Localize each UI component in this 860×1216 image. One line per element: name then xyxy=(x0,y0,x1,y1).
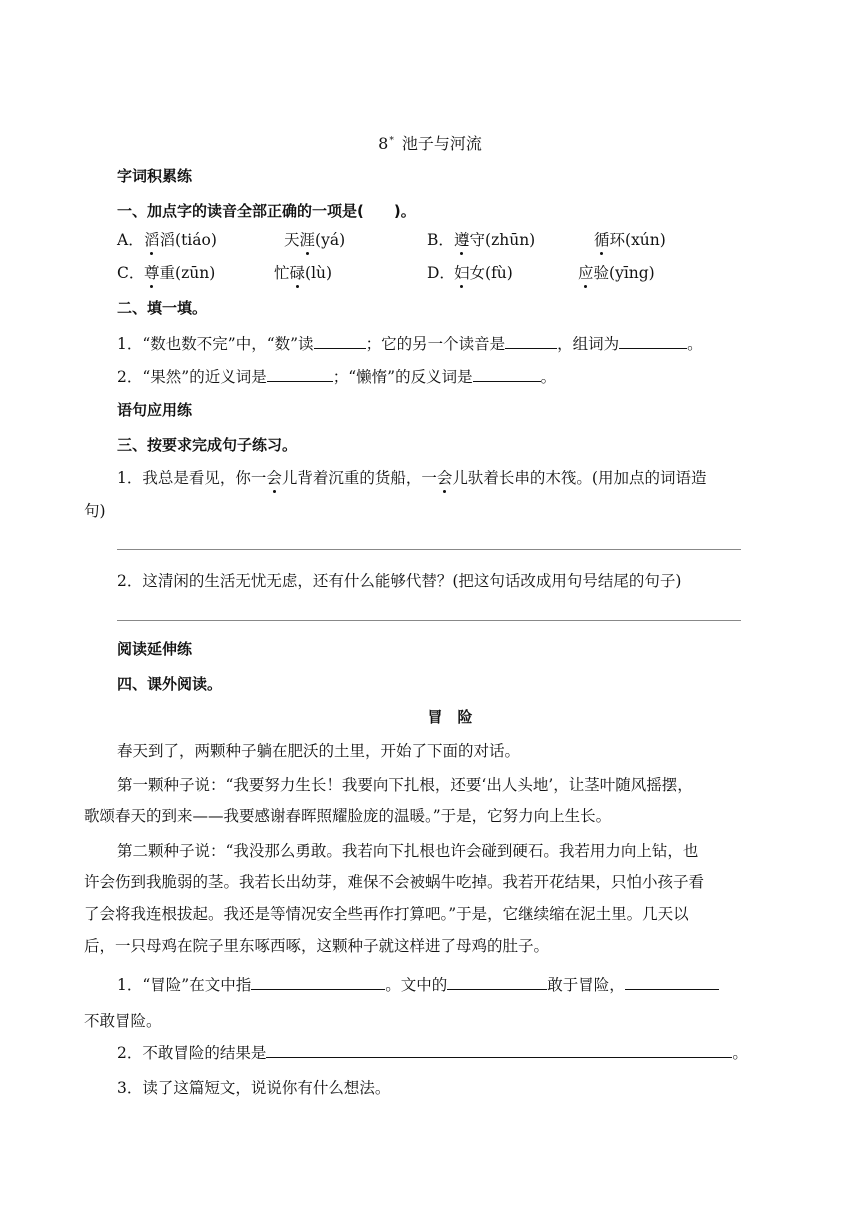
story-paragraph-2-line-1: 第一颗种子说：“我要努力生长！我要向下扎根，还要‘出人头地’，让茎叶随风摇摆， xyxy=(117,776,693,794)
options-row-2 xyxy=(117,263,817,283)
lesson-title: 池子与河流 xyxy=(401,134,482,153)
reading-question-1: 1．“冒险”在文中指 。文中的 敢于冒险， xyxy=(117,975,719,995)
option-b-word-1: 遵守(zhūn) xyxy=(454,231,536,249)
reading-question-2: 2．不敢冒险的结果是 。 xyxy=(117,1044,748,1062)
answer-blank[interactable] xyxy=(314,334,366,349)
option-c-word-1: 尊重(zūn) xyxy=(144,264,216,282)
answer-blank[interactable] xyxy=(447,975,547,990)
story-paragraph-3-line-4: 后，一只母鸡在院子里东啄西啄，这颗种子就这样进了母鸡的肚子。 xyxy=(84,937,550,955)
option-d-word-2: 应验(yīng) xyxy=(578,264,655,282)
answer-blank[interactable] xyxy=(251,975,385,990)
answer-blank[interactable] xyxy=(267,367,333,382)
dotted-word: 一会儿 xyxy=(250,469,298,487)
question-3-heading: 三、按要求完成句子练习。 xyxy=(117,436,298,454)
option-a-label: A． xyxy=(117,231,144,249)
sentence-item-1-cont: 句) xyxy=(84,502,106,520)
sentence-item-1: 1．我总是看见，你一会儿背着沉重的货船，一会儿驮着长串的木筏。(用加点的词语造 xyxy=(117,469,707,487)
question-1-heading: 一、加点字的读音全部正确的一项是( )。 xyxy=(117,202,416,220)
option-a-word-2: 天涯(yá) xyxy=(284,231,346,249)
option-c-word-2: 忙碌(lù) xyxy=(274,264,333,282)
option-c-label: C． xyxy=(117,264,145,282)
story-paragraph-1: 春天到了，两颗种子躺在肥沃的土里，开始了下面的对话。 xyxy=(117,742,521,760)
section-heading-sentences: 语句应用练 xyxy=(117,401,193,419)
lesson-number: 8 xyxy=(378,134,389,153)
question-4-heading: 四、课外阅读。 xyxy=(117,675,223,693)
answer-blank[interactable] xyxy=(619,334,687,349)
answer-blank[interactable] xyxy=(505,334,557,349)
reading-question-3: 3．读了这篇短文，说说你有什么想法。 xyxy=(117,1079,391,1097)
section-heading-vocab: 字词积累练 xyxy=(117,167,193,185)
question-2-heading: 二、填一填。 xyxy=(117,299,208,317)
answer-blank[interactable] xyxy=(473,367,541,382)
answer-line[interactable] xyxy=(117,549,741,550)
reading-question-1-cont: 不敢冒险。 xyxy=(84,1012,162,1030)
options-row-1 xyxy=(117,230,817,250)
answer-line[interactable] xyxy=(117,620,741,621)
story-paragraph-3-line-3: 了会将我连根拔起。我还是等情况安全些再作打算吧。”于是，它继续缩在泥土里。几天以 xyxy=(84,905,689,923)
sentence-item-2: 2．这清闲的生活无忧无虑，还有什么能够代替？(把这句话改成用句号结尾的句子) xyxy=(117,572,682,590)
fill-item-2: 2．“果然”的近义词是 ；“懒惰”的反义词是 。 xyxy=(117,368,557,386)
answer-blank[interactable] xyxy=(625,975,719,990)
option-a-word-1: 滔滔(tiáo) xyxy=(144,231,217,249)
story-paragraph-3-line-2: 许会伤到我脆弱的茎。我若长出幼芽，难保不会被蜗牛吃掉。我若开花结果，只怕小孩子看 xyxy=(84,873,705,891)
section-heading-reading: 阅读延伸练 xyxy=(117,640,193,658)
option-d-word-1: 妇女(fù) xyxy=(454,264,513,282)
story-title: 冒 险 xyxy=(427,708,473,726)
option-b-word-2: 循环(xún) xyxy=(594,231,666,249)
story-paragraph-2-line-2: 歌颂春天的到来——我要感谢春晖照耀脸庞的温暖。”于是，它努力向上生长。 xyxy=(84,807,612,825)
option-b-label: B． xyxy=(427,231,454,249)
option-d-label: D． xyxy=(427,264,455,282)
page-title xyxy=(0,131,860,154)
dotted-word: 一会儿 xyxy=(421,469,468,487)
lesson-star: * xyxy=(389,135,394,146)
story-paragraph-3-line-1: 第二颗种子说：“我没那么勇敢。我若向下扎根也许会碰到硬石。我若用力向上钻，也 xyxy=(117,842,699,860)
answer-blank[interactable] xyxy=(266,1043,732,1058)
fill-item-1: 1．“数也数不完”中，“数”读 ；它的另一个读音是 ，组词为 。 xyxy=(117,335,703,353)
